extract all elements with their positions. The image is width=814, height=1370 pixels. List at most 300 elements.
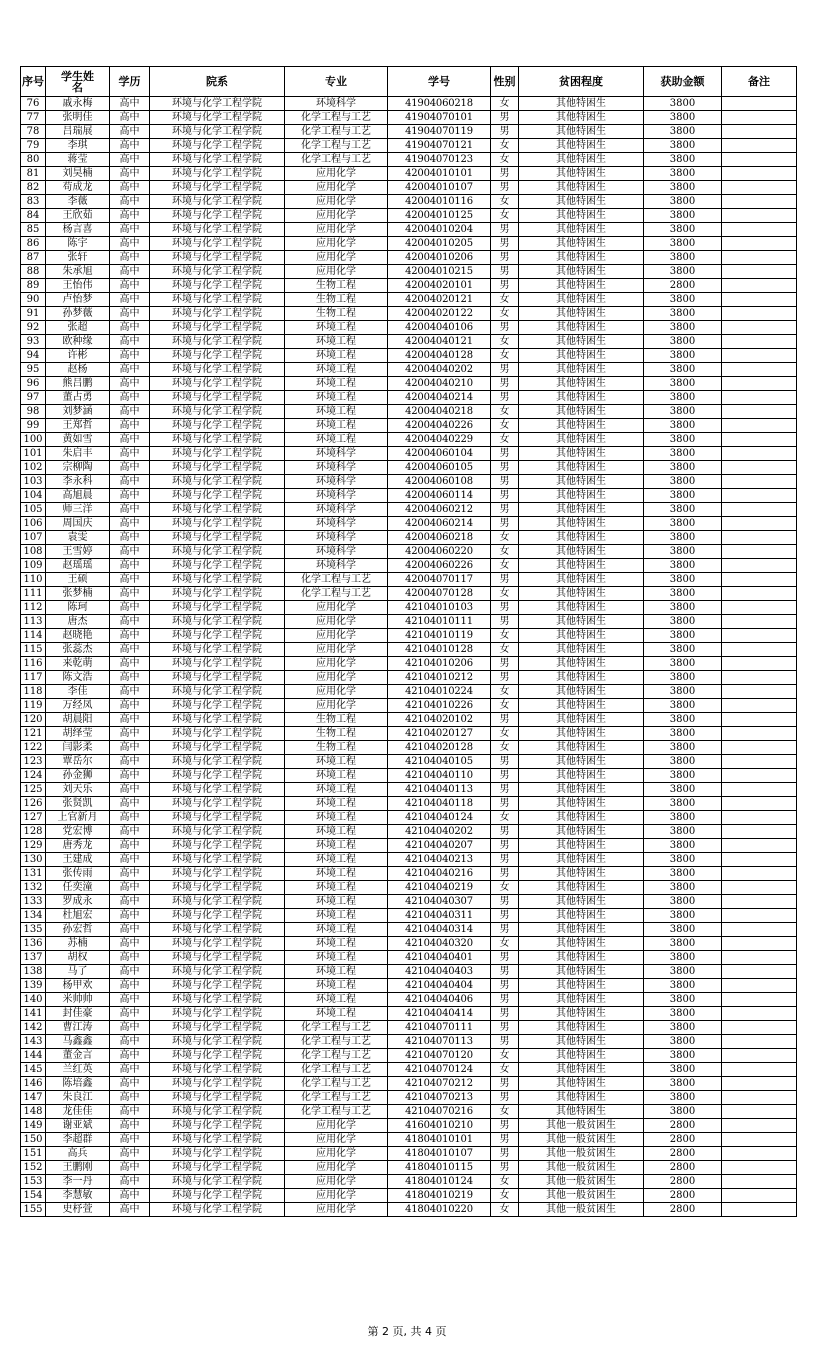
id-cell: 42104040213 bbox=[388, 853, 491, 867]
id-cell: 42104040307 bbox=[388, 895, 491, 909]
table-row bbox=[21, 811, 797, 825]
amount-cell: 3800 bbox=[644, 1035, 722, 1049]
dept-cell: 环境与化学工程学院 bbox=[150, 811, 285, 825]
edu-cell: 高中 bbox=[110, 1091, 150, 1105]
note-cell bbox=[722, 825, 797, 839]
gender-cell: 女 bbox=[491, 741, 519, 755]
amount-cell: 3800 bbox=[644, 951, 722, 965]
level-cell: 其他特困生 bbox=[519, 587, 644, 601]
note-cell bbox=[722, 797, 797, 811]
id-cell: 42104040113 bbox=[388, 783, 491, 797]
name-cell: 唐秀龙 bbox=[46, 839, 110, 853]
name-cell: 陈文浩 bbox=[46, 671, 110, 685]
table-row bbox=[21, 1063, 797, 1077]
gender-cell: 女 bbox=[491, 195, 519, 209]
level-cell: 其他特困生 bbox=[519, 573, 644, 587]
note-cell bbox=[722, 1077, 797, 1091]
dept-cell: 环境与化学工程学院 bbox=[150, 475, 285, 489]
dept-cell: 环境与化学工程学院 bbox=[150, 909, 285, 923]
table-row bbox=[21, 839, 797, 853]
dept-cell: 环境与化学工程学院 bbox=[150, 853, 285, 867]
seq-cell: 137 bbox=[21, 951, 46, 965]
major-cell: 环境工程 bbox=[285, 965, 388, 979]
amount-cell: 3800 bbox=[644, 251, 722, 265]
name-cell: 刘昊楠 bbox=[46, 167, 110, 181]
table-row bbox=[21, 671, 797, 685]
note-cell bbox=[722, 531, 797, 545]
seq-cell: 155 bbox=[21, 1203, 46, 1217]
dept-cell: 环境与化学工程学院 bbox=[150, 1035, 285, 1049]
name-cell: 袁雯 bbox=[46, 531, 110, 545]
level-cell: 其他特困生 bbox=[519, 391, 644, 405]
note-cell bbox=[722, 1147, 797, 1161]
major-cell: 环境工程 bbox=[285, 881, 388, 895]
name-cell: 李佳 bbox=[46, 685, 110, 699]
major-cell: 化学工程与工艺 bbox=[285, 1063, 388, 1077]
id-cell: 42104070113 bbox=[388, 1035, 491, 1049]
amount-cell: 2800 bbox=[644, 1119, 722, 1133]
note-cell bbox=[722, 965, 797, 979]
table-row bbox=[21, 657, 797, 671]
dept-cell: 环境与化学工程学院 bbox=[150, 643, 285, 657]
table-row bbox=[21, 195, 797, 209]
level-cell: 其他一般贫困生 bbox=[519, 1203, 644, 1217]
edu-cell: 高中 bbox=[110, 111, 150, 125]
major-cell: 环境科学 bbox=[285, 559, 388, 573]
gender-cell: 男 bbox=[491, 601, 519, 615]
amount-cell: 3800 bbox=[644, 839, 722, 853]
amount-cell: 3800 bbox=[644, 685, 722, 699]
id-cell: 41804010220 bbox=[388, 1203, 491, 1217]
major-cell: 生物工程 bbox=[285, 741, 388, 755]
amount-cell: 3800 bbox=[644, 419, 722, 433]
seq-cell: 91 bbox=[21, 307, 46, 321]
amount-cell: 3800 bbox=[644, 307, 722, 321]
gender-cell: 女 bbox=[491, 643, 519, 657]
dept-cell: 环境与化学工程学院 bbox=[150, 111, 285, 125]
table-row bbox=[21, 167, 797, 181]
major-cell: 生物工程 bbox=[285, 307, 388, 321]
table-row bbox=[21, 895, 797, 909]
major-cell: 化学工程与工艺 bbox=[285, 1105, 388, 1119]
note-cell bbox=[722, 545, 797, 559]
amount-cell: 3800 bbox=[644, 405, 722, 419]
name-cell: 赵晓艳 bbox=[46, 629, 110, 643]
note-cell bbox=[722, 1175, 797, 1189]
table-row bbox=[21, 783, 797, 797]
id-cell: 42104040311 bbox=[388, 909, 491, 923]
note-cell bbox=[722, 125, 797, 139]
edu-cell: 高中 bbox=[110, 1035, 150, 1049]
level-cell: 其他特困生 bbox=[519, 629, 644, 643]
table-row bbox=[21, 251, 797, 265]
gender-cell: 男 bbox=[491, 1119, 519, 1133]
table-row bbox=[21, 559, 797, 573]
note-cell bbox=[722, 503, 797, 517]
id-cell: 42004010215 bbox=[388, 265, 491, 279]
amount-cell: 3800 bbox=[644, 979, 722, 993]
edu-cell: 高中 bbox=[110, 1147, 150, 1161]
note-cell bbox=[722, 1161, 797, 1175]
dept-cell: 环境与化学工程学院 bbox=[150, 531, 285, 545]
level-cell: 其他特困生 bbox=[519, 1105, 644, 1119]
level-cell: 其他特困生 bbox=[519, 909, 644, 923]
edu-cell: 高中 bbox=[110, 195, 150, 209]
name-cell: 王怡伟 bbox=[46, 279, 110, 293]
name-cell: 欧种缘 bbox=[46, 335, 110, 349]
seq-cell: 120 bbox=[21, 713, 46, 727]
amount-cell: 3800 bbox=[644, 783, 722, 797]
table-row bbox=[21, 1007, 797, 1021]
id-cell: 42004040128 bbox=[388, 349, 491, 363]
amount-cell: 3800 bbox=[644, 195, 722, 209]
edu-cell: 高中 bbox=[110, 251, 150, 265]
name-cell: 李薇 bbox=[46, 195, 110, 209]
major-cell: 化学工程与工艺 bbox=[285, 1091, 388, 1105]
seq-cell: 134 bbox=[21, 909, 46, 923]
name-cell: 刘天乐 bbox=[46, 783, 110, 797]
table-row bbox=[21, 1147, 797, 1161]
seq-cell: 148 bbox=[21, 1105, 46, 1119]
seq-cell: 93 bbox=[21, 335, 46, 349]
edu-cell: 高中 bbox=[110, 1007, 150, 1021]
dept-cell: 环境与化学工程学院 bbox=[150, 405, 285, 419]
amount-cell: 2800 bbox=[644, 1133, 722, 1147]
seq-cell: 84 bbox=[21, 209, 46, 223]
name-cell: 李超群 bbox=[46, 1133, 110, 1147]
amount-cell: 3800 bbox=[644, 475, 722, 489]
note-cell bbox=[722, 853, 797, 867]
seq-cell: 127 bbox=[21, 811, 46, 825]
seq-cell: 139 bbox=[21, 979, 46, 993]
name-cell: 熊吕鹏 bbox=[46, 377, 110, 391]
level-cell: 其他特困生 bbox=[519, 1063, 644, 1077]
major-cell: 应用化学 bbox=[285, 1161, 388, 1175]
major-cell: 环境科学 bbox=[285, 461, 388, 475]
level-cell: 其他特困生 bbox=[519, 951, 644, 965]
table-row bbox=[21, 125, 797, 139]
gender-cell: 男 bbox=[491, 923, 519, 937]
amount-cell: 3800 bbox=[644, 153, 722, 167]
gender-cell: 男 bbox=[491, 657, 519, 671]
id-cell: 41804010101 bbox=[388, 1133, 491, 1147]
note-cell bbox=[722, 419, 797, 433]
level-cell: 其他特困生 bbox=[519, 195, 644, 209]
level-cell: 其他特困生 bbox=[519, 811, 644, 825]
edu-cell: 高中 bbox=[110, 223, 150, 237]
dept-cell: 环境与化学工程学院 bbox=[150, 699, 285, 713]
edu-cell: 高中 bbox=[110, 153, 150, 167]
gender-cell: 男 bbox=[491, 279, 519, 293]
level-cell: 其他特困生 bbox=[519, 657, 644, 671]
id-cell: 41904070121 bbox=[388, 139, 491, 153]
seq-cell: 98 bbox=[21, 405, 46, 419]
dept-cell: 环境与化学工程学院 bbox=[150, 237, 285, 251]
dept-cell: 环境与化学工程学院 bbox=[150, 503, 285, 517]
name-cell: 孙金狮 bbox=[46, 769, 110, 783]
table-row bbox=[21, 881, 797, 895]
table-row bbox=[21, 405, 797, 419]
level-cell: 其他一般贫困生 bbox=[519, 1189, 644, 1203]
gender-cell: 男 bbox=[491, 1007, 519, 1021]
gender-cell: 男 bbox=[491, 475, 519, 489]
seq-cell: 153 bbox=[21, 1175, 46, 1189]
seq-cell: 124 bbox=[21, 769, 46, 783]
id-cell: 42004020122 bbox=[388, 307, 491, 321]
edu-cell: 高中 bbox=[110, 685, 150, 699]
seq-cell: 106 bbox=[21, 517, 46, 531]
major-cell: 应用化学 bbox=[285, 1133, 388, 1147]
note-cell bbox=[722, 769, 797, 783]
dept-cell: 环境与化学工程学院 bbox=[150, 1189, 285, 1203]
level-cell: 其他特困生 bbox=[519, 405, 644, 419]
edu-cell: 高中 bbox=[110, 979, 150, 993]
table-row bbox=[21, 685, 797, 699]
name-cell: 苟成龙 bbox=[46, 181, 110, 195]
dept-cell: 环境与化学工程学院 bbox=[150, 657, 285, 671]
dept-cell: 环境与化学工程学院 bbox=[150, 979, 285, 993]
table-row bbox=[21, 181, 797, 195]
table-row bbox=[21, 377, 797, 391]
gender-cell: 女 bbox=[491, 881, 519, 895]
header-level: 贫困程度 bbox=[519, 67, 644, 97]
major-cell: 化学工程与工艺 bbox=[285, 111, 388, 125]
level-cell: 其他特困生 bbox=[519, 713, 644, 727]
level-cell: 其他特困生 bbox=[519, 503, 644, 517]
header-major: 专业 bbox=[285, 67, 388, 97]
note-cell bbox=[722, 1021, 797, 1035]
major-cell: 生物工程 bbox=[285, 713, 388, 727]
note-cell bbox=[722, 251, 797, 265]
dept-cell: 环境与化学工程学院 bbox=[150, 307, 285, 321]
gender-cell: 女 bbox=[491, 1189, 519, 1203]
edu-cell: 高中 bbox=[110, 741, 150, 755]
amount-cell: 3800 bbox=[644, 363, 722, 377]
table-row bbox=[21, 461, 797, 475]
seq-cell: 107 bbox=[21, 531, 46, 545]
amount-cell: 2800 bbox=[644, 1147, 722, 1161]
major-cell: 环境工程 bbox=[285, 349, 388, 363]
dept-cell: 环境与化学工程学院 bbox=[150, 937, 285, 951]
major-cell: 化学工程与工艺 bbox=[285, 1077, 388, 1091]
gender-cell: 女 bbox=[491, 1203, 519, 1217]
dept-cell: 环境与化学工程学院 bbox=[150, 167, 285, 181]
note-cell bbox=[722, 671, 797, 685]
level-cell: 其他特困生 bbox=[519, 167, 644, 181]
id-cell: 42004060105 bbox=[388, 461, 491, 475]
edu-cell: 高中 bbox=[110, 657, 150, 671]
note-cell bbox=[722, 713, 797, 727]
gender-cell: 男 bbox=[491, 391, 519, 405]
table-row bbox=[21, 139, 797, 153]
gender-cell: 男 bbox=[491, 1161, 519, 1175]
dept-cell: 环境与化学工程学院 bbox=[150, 251, 285, 265]
id-cell: 42004040229 bbox=[388, 433, 491, 447]
name-cell: 蒋莹 bbox=[46, 153, 110, 167]
amount-cell: 3800 bbox=[644, 993, 722, 1007]
name-cell: 张梦楠 bbox=[46, 587, 110, 601]
edu-cell: 高中 bbox=[110, 517, 150, 531]
name-cell: 周国庆 bbox=[46, 517, 110, 531]
dept-cell: 环境与化学工程学院 bbox=[150, 587, 285, 601]
amount-cell: 3800 bbox=[644, 489, 722, 503]
note-cell bbox=[722, 895, 797, 909]
note-cell bbox=[722, 307, 797, 321]
amount-cell: 2800 bbox=[644, 1161, 722, 1175]
table-row bbox=[21, 503, 797, 517]
major-cell: 生物工程 bbox=[285, 293, 388, 307]
major-cell: 应用化学 bbox=[285, 223, 388, 237]
dept-cell: 环境与化学工程学院 bbox=[150, 881, 285, 895]
amount-cell: 3800 bbox=[644, 167, 722, 181]
dept-cell: 环境与化学工程学院 bbox=[150, 419, 285, 433]
edu-cell: 高中 bbox=[110, 783, 150, 797]
amount-cell: 3800 bbox=[644, 531, 722, 545]
major-cell: 应用化学 bbox=[285, 1175, 388, 1189]
note-cell bbox=[722, 1133, 797, 1147]
name-cell: 闫影柔 bbox=[46, 741, 110, 755]
id-cell: 42004060212 bbox=[388, 503, 491, 517]
dept-cell: 环境与化学工程学院 bbox=[150, 741, 285, 755]
note-cell bbox=[722, 209, 797, 223]
gender-cell: 男 bbox=[491, 517, 519, 531]
level-cell: 其他特困生 bbox=[519, 853, 644, 867]
seq-cell: 150 bbox=[21, 1133, 46, 1147]
dept-cell: 环境与化学工程学院 bbox=[150, 195, 285, 209]
edu-cell: 高中 bbox=[110, 699, 150, 713]
edu-cell: 高中 bbox=[110, 1063, 150, 1077]
seq-cell: 101 bbox=[21, 447, 46, 461]
level-cell: 其他一般贫困生 bbox=[519, 1119, 644, 1133]
level-cell: 其他特困生 bbox=[519, 741, 644, 755]
level-cell: 其他特困生 bbox=[519, 237, 644, 251]
table-row bbox=[21, 699, 797, 713]
note-cell bbox=[722, 685, 797, 699]
level-cell: 其他特困生 bbox=[519, 937, 644, 951]
major-cell: 生物工程 bbox=[285, 279, 388, 293]
dept-cell: 环境与化学工程学院 bbox=[150, 97, 285, 111]
seq-cell: 123 bbox=[21, 755, 46, 769]
amount-cell: 3800 bbox=[644, 629, 722, 643]
major-cell: 环境工程 bbox=[285, 923, 388, 937]
major-cell: 生物工程 bbox=[285, 727, 388, 741]
name-cell: 来乾萌 bbox=[46, 657, 110, 671]
name-cell: 王郑哲 bbox=[46, 419, 110, 433]
name-cell: 陈珂 bbox=[46, 601, 110, 615]
id-cell: 42004060108 bbox=[388, 475, 491, 489]
amount-cell: 3800 bbox=[644, 237, 722, 251]
amount-cell: 3800 bbox=[644, 503, 722, 517]
table-row bbox=[21, 993, 797, 1007]
major-cell: 应用化学 bbox=[285, 615, 388, 629]
gender-cell: 女 bbox=[491, 559, 519, 573]
name-cell: 张蕊杰 bbox=[46, 643, 110, 657]
seq-cell: 154 bbox=[21, 1189, 46, 1203]
id-cell: 42004060226 bbox=[388, 559, 491, 573]
level-cell: 其他特困生 bbox=[519, 125, 644, 139]
id-cell: 42004040106 bbox=[388, 321, 491, 335]
name-cell: 王欣茹 bbox=[46, 209, 110, 223]
level-cell: 其他特困生 bbox=[519, 993, 644, 1007]
seq-cell: 95 bbox=[21, 363, 46, 377]
id-cell: 42104070124 bbox=[388, 1063, 491, 1077]
gender-cell: 女 bbox=[491, 531, 519, 545]
id-cell: 42104070213 bbox=[388, 1091, 491, 1105]
name-cell: 宗柳陶 bbox=[46, 461, 110, 475]
level-cell: 其他特困生 bbox=[519, 349, 644, 363]
level-cell: 其他特困生 bbox=[519, 517, 644, 531]
dept-cell: 环境与化学工程学院 bbox=[150, 727, 285, 741]
amount-cell: 3800 bbox=[644, 377, 722, 391]
note-cell bbox=[722, 573, 797, 587]
id-cell: 42104040406 bbox=[388, 993, 491, 1007]
gender-cell: 男 bbox=[491, 111, 519, 125]
id-cell: 42004020121 bbox=[388, 293, 491, 307]
edu-cell: 高中 bbox=[110, 573, 150, 587]
seq-cell: 126 bbox=[21, 797, 46, 811]
level-cell: 其他特困生 bbox=[519, 461, 644, 475]
id-cell: 42104010226 bbox=[388, 699, 491, 713]
seq-cell: 89 bbox=[21, 279, 46, 293]
table-row bbox=[21, 153, 797, 167]
dept-cell: 环境与化学工程学院 bbox=[150, 755, 285, 769]
note-cell bbox=[722, 699, 797, 713]
edu-cell: 高中 bbox=[110, 1203, 150, 1217]
note-cell bbox=[722, 629, 797, 643]
note-cell bbox=[722, 1105, 797, 1119]
gender-cell: 女 bbox=[491, 1105, 519, 1119]
id-cell: 42104040320 bbox=[388, 937, 491, 951]
table-row bbox=[21, 293, 797, 307]
amount-cell: 3800 bbox=[644, 909, 722, 923]
table-row bbox=[21, 363, 797, 377]
amount-cell: 3800 bbox=[644, 461, 722, 475]
gender-cell: 女 bbox=[491, 1063, 519, 1077]
name-cell: 王硕 bbox=[46, 573, 110, 587]
id-cell: 42004040210 bbox=[388, 377, 491, 391]
table-row bbox=[21, 1189, 797, 1203]
level-cell: 其他特困生 bbox=[519, 895, 644, 909]
name-cell: 龙佳佳 bbox=[46, 1105, 110, 1119]
gender-cell: 女 bbox=[491, 293, 519, 307]
gender-cell: 女 bbox=[491, 349, 519, 363]
id-cell: 42004040226 bbox=[388, 419, 491, 433]
note-cell bbox=[722, 1119, 797, 1133]
gender-cell: 男 bbox=[491, 867, 519, 881]
edu-cell: 高中 bbox=[110, 97, 150, 111]
dept-cell: 环境与化学工程学院 bbox=[150, 517, 285, 531]
major-cell: 环境工程 bbox=[285, 377, 388, 391]
table-row bbox=[21, 825, 797, 839]
major-cell: 环境科学 bbox=[285, 503, 388, 517]
major-cell: 环境工程 bbox=[285, 433, 388, 447]
major-cell: 环境科学 bbox=[285, 489, 388, 503]
level-cell: 其他特困生 bbox=[519, 797, 644, 811]
gender-cell: 男 bbox=[491, 797, 519, 811]
name-cell: 上官新月 bbox=[46, 811, 110, 825]
level-cell: 其他一般贫困生 bbox=[519, 1133, 644, 1147]
amount-cell: 3800 bbox=[644, 755, 722, 769]
name-cell: 封佳豪 bbox=[46, 1007, 110, 1021]
dept-cell: 环境与化学工程学院 bbox=[150, 279, 285, 293]
dept-cell: 环境与化学工程学院 bbox=[150, 363, 285, 377]
table-row bbox=[21, 1175, 797, 1189]
major-cell: 应用化学 bbox=[285, 251, 388, 265]
table-row bbox=[21, 307, 797, 321]
gender-cell: 女 bbox=[491, 153, 519, 167]
gender-cell: 男 bbox=[491, 965, 519, 979]
name-cell: 张传雨 bbox=[46, 867, 110, 881]
